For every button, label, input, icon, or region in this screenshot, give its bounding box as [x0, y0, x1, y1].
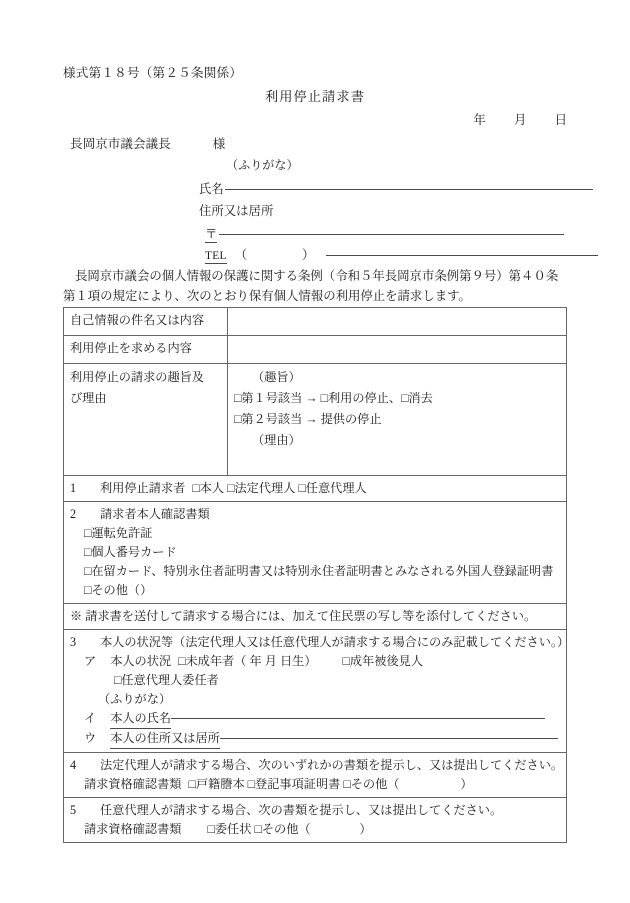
section3-title: 本人の状況等（法定代理人又は任意代理人が請求する場合にのみ記載してください。）	[100, 635, 570, 649]
request-table	[63, 307, 570, 843]
name-input-rule[interactable]	[225, 189, 593, 190]
subject-value-cell[interactable]	[228, 308, 567, 336]
section1-cell	[64, 476, 567, 502]
section5-options-line	[70, 820, 560, 839]
section5-number: 5	[70, 803, 77, 817]
section3-item-u-label: 本人の住所又は居所	[110, 729, 220, 749]
date-year: 年	[473, 113, 486, 127]
section2-number: 2	[70, 507, 77, 521]
addressee	[70, 133, 225, 152]
section5-doc-label: 請求資格確認書類	[84, 822, 182, 836]
postal-label: 〒	[205, 224, 217, 243]
form-number: 様式第１８号（第２５条関係）	[63, 66, 243, 80]
section3-delegator-checkbox[interactable]: □任意代理人委任者	[114, 673, 219, 687]
section3-minor-checkbox[interactable]: □未成年者（ 年 月 日生）	[178, 654, 317, 668]
section5-title: 任意代理人が請求する場合、次の書類を提示し、又は提出してください。	[100, 803, 503, 817]
section4-options-line	[70, 775, 560, 794]
date-day: 日	[554, 113, 567, 127]
name-label: 氏名	[199, 182, 224, 196]
purpose-label-line2: び理由	[70, 391, 107, 405]
section2-item-1[interactable]: □個人番号カード	[84, 545, 177, 559]
tel-field[interactable]	[205, 245, 598, 263]
section3-address-input-rule[interactable]	[220, 738, 558, 739]
section2-note-cell	[64, 604, 567, 630]
date-line	[473, 110, 567, 128]
section2-item-3[interactable]: □その他（）	[84, 583, 153, 597]
section4-cell	[64, 753, 567, 798]
table-row-section5	[64, 798, 567, 843]
postal-field[interactable]	[205, 224, 564, 243]
section4-title-line	[70, 756, 564, 775]
purpose-label	[64, 364, 228, 476]
purpose-value-cell[interactable]	[228, 364, 567, 476]
section3-item-i	[70, 709, 560, 729]
table-row-subject	[64, 308, 567, 336]
intro-paragraph: 長岡京市議会の個人情報の保護に関する条例（令和５年長岡京市条例第９号）第４０条第１項の規定により、次のとおり保有個人情報の利用停止を請求します。	[63, 269, 559, 303]
table-row-purpose	[64, 364, 567, 476]
section1-line	[70, 479, 560, 498]
postal-input-rule[interactable]	[219, 234, 564, 235]
date-month: 月	[514, 113, 527, 127]
table-row-section1	[64, 476, 567, 502]
table-row-section4	[64, 753, 567, 798]
section3-title-line	[70, 633, 570, 652]
section3-item-a-marker: ア	[84, 654, 97, 668]
section3-item-u	[70, 729, 560, 749]
section3-cell	[64, 630, 570, 753]
page-title: 利用停止請求書	[264, 89, 365, 104]
section1-number: 1	[70, 481, 77, 495]
section3-item-i-marker: イ	[84, 711, 97, 725]
section3-name-input-rule[interactable]	[171, 718, 545, 719]
section4-title: 法定代理人が請求する場合、次のいずれかの書類を提示し、又は提出してください。	[100, 758, 564, 772]
section2-note: ※ 請求書を送付して請求する場合には、加えて住民票の写し等を添付してください。	[70, 609, 537, 623]
section3-item-a	[70, 652, 560, 671]
section4-options[interactable]: □戸籍謄本 □登記事項証明書 □その他（ ）	[188, 777, 473, 791]
table-row-section2-note	[64, 604, 567, 630]
section3-guardian-checkbox[interactable]: □成年被後見人	[342, 654, 424, 668]
subject-label: 自己情報の件名又は内容	[64, 308, 228, 336]
addressee-name: 長岡京市議会議長	[70, 137, 171, 151]
content-label: 利用停止を求める内容	[64, 336, 228, 364]
addressee-honorific: 様	[212, 137, 226, 151]
purpose-checkbox-item-2[interactable]: □第２号該当 → 提供の停止	[234, 412, 382, 426]
section2-item-0[interactable]: □運転免許証	[84, 526, 153, 540]
section3-item-i-label: 本人の氏名	[110, 709, 171, 729]
table-row-content	[64, 336, 567, 364]
purpose-checkbox-item-1[interactable]: □第１号該当 → □利用の停止、□消去	[234, 391, 433, 405]
furigana-label: （ふりがな）	[226, 158, 299, 172]
section1-options[interactable]: □本人 □法定代理人 □任意代理人	[192, 481, 367, 495]
section3-item-a-label: 本人の状況	[110, 654, 172, 668]
table-row-section2	[64, 502, 567, 604]
section3-item-u-marker: ウ	[84, 731, 97, 745]
section5-cell	[64, 798, 567, 843]
section2-title: 請求者本人確認書類	[100, 507, 210, 521]
purpose-label-line1: 利用停止の請求の趣旨及	[70, 370, 205, 384]
section2-cell	[64, 502, 567, 604]
reason-heading: （理由）	[252, 433, 301, 447]
section3-furigana: （ふりがな）	[98, 692, 172, 706]
section3-number: 3	[70, 635, 77, 649]
section1-title: 利用停止請求者	[100, 481, 186, 495]
tel-input-rule[interactable]	[326, 255, 598, 256]
section2-title-line	[70, 505, 560, 524]
section5-options[interactable]: □委任状 □その他（ ）	[207, 822, 372, 836]
section5-title-line	[70, 801, 560, 820]
content-value-cell[interactable]	[228, 336, 567, 364]
name-field[interactable]	[199, 179, 593, 197]
section4-doc-label: 請求資格確認書類	[84, 777, 182, 791]
section4-number: 4	[70, 758, 77, 772]
tel-label: TEL	[205, 250, 227, 262]
table-row-section3	[64, 630, 567, 753]
purpose-heading: （趣旨）	[252, 370, 301, 384]
address-label: 住所又は居所	[199, 204, 274, 218]
tel-area-code[interactable]: （ ）	[234, 248, 325, 262]
section2-item-2[interactable]: □在留カード、特別永住者証明書又は特別永住者証明書とみなされる外国人登録証明書	[84, 564, 554, 578]
